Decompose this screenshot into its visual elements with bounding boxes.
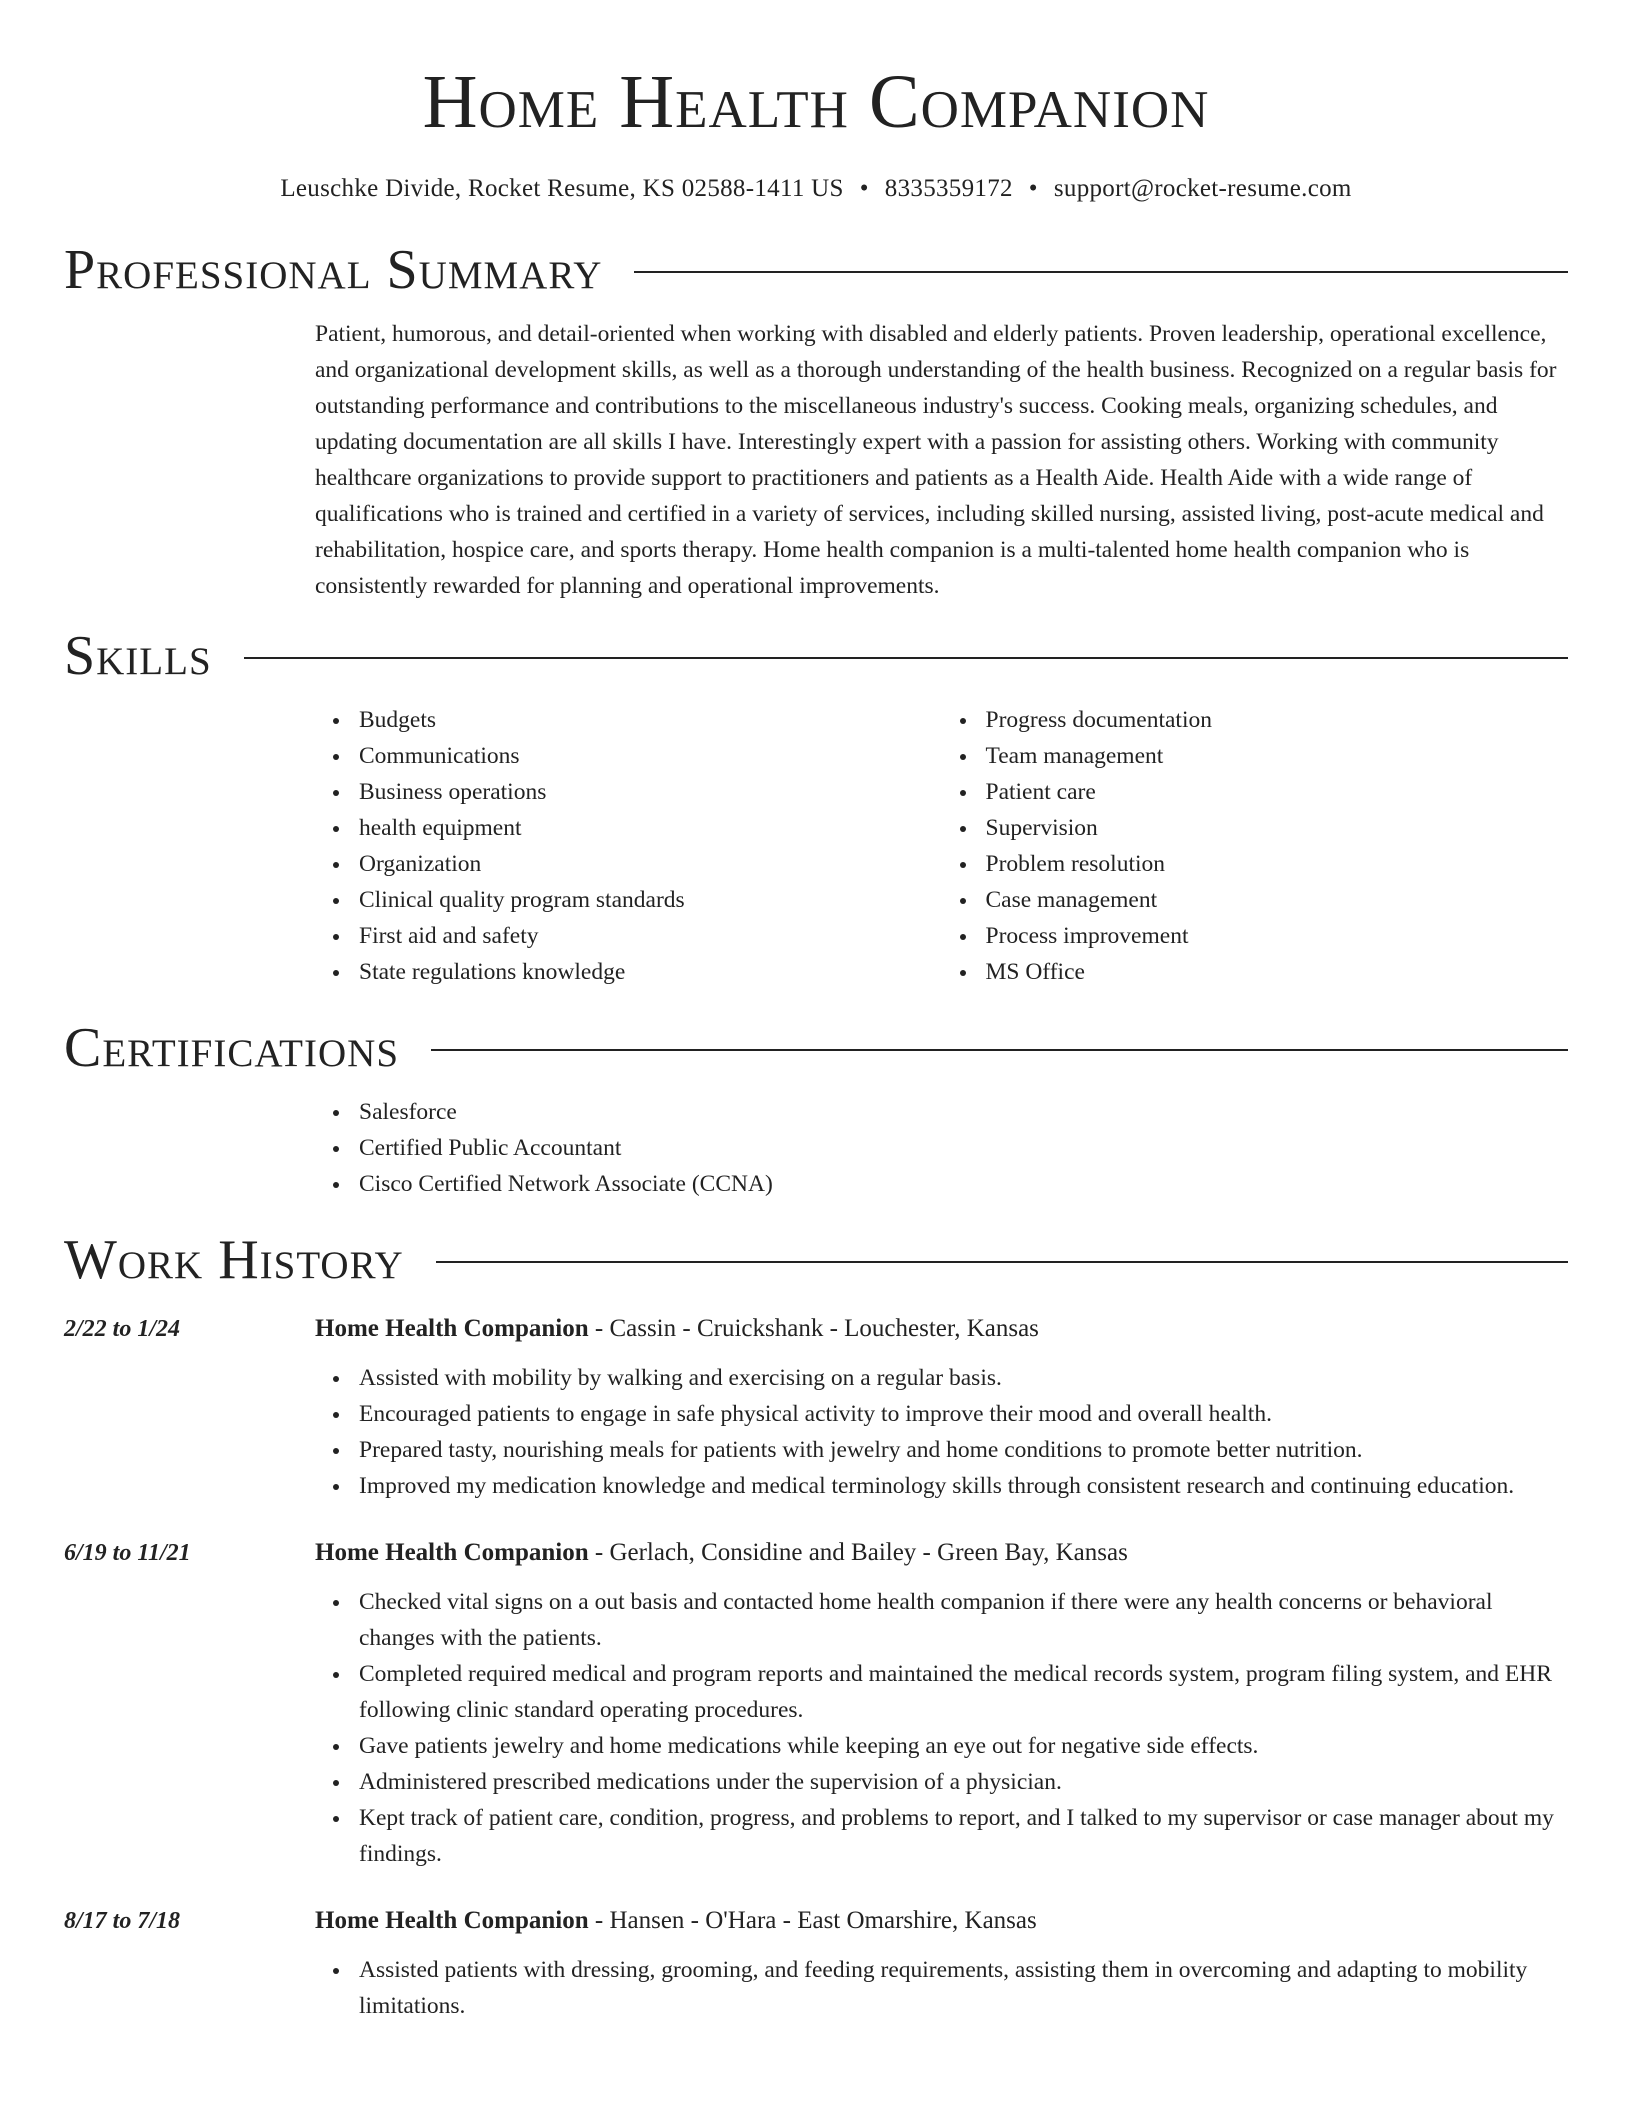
contact-line [64, 174, 1568, 204]
section-divider [634, 271, 1568, 273]
resume-page [64, 0, 1568, 2024]
skills-column-left [315, 702, 942, 990]
duty-item: Completed required medical and program reports and maintained the medical records system, program filing system, and EHR following clinic standard operating procedures. [359, 1656, 1568, 1728]
duty-item: Assisted with mobility by walking and exercising on a regular basis. [359, 1360, 1568, 1396]
job-dates: 2/22 to 1/24 [64, 1316, 181, 1342]
skill-item: Organization [359, 846, 942, 882]
job-duties [315, 1952, 1568, 2024]
skill-item: First aid and safety [359, 918, 942, 954]
job-dates: 8/17 to 7/18 [64, 1908, 181, 1934]
skill-item: Budgets [359, 702, 942, 738]
skills-section-heading [64, 624, 1568, 688]
skill-item: Team management [986, 738, 1569, 774]
skill-item: State regulations knowledge [359, 954, 942, 990]
duty-item: Gave patients jewelry and home medications while keeping an eye out for negative side effects. [359, 1728, 1568, 1764]
skill-item: Problem resolution [986, 846, 1569, 882]
certification-item: Salesforce [359, 1094, 1568, 1130]
separator-dot: • [859, 175, 869, 202]
duty-item: Administered prescribed medications under the supervision of a physician. [359, 1764, 1568, 1800]
skill-item: Case management [986, 882, 1569, 918]
job-employer: - Cassin - Cruickshank - Louchester, Kansas [588, 1315, 1039, 1342]
job-dates: 6/19 to 11/21 [64, 1540, 191, 1566]
summary-section-heading [64, 238, 1568, 302]
job-duties [315, 1584, 1568, 1872]
job-entry [64, 1536, 1568, 1872]
section-divider [431, 1049, 1568, 1051]
job-title: Home Health Companion [315, 1539, 589, 1566]
address: Leuschke Divide, Rocket Resume, KS 02588-1411 US [280, 175, 844, 202]
certifications-list [315, 1094, 1568, 1202]
candidate-name: Home Health Companion [422, 60, 1210, 144]
duty-item: Checked vital signs on a out basis and contacted home health companion if there were any health concerns or behavioral changes with the patients. [359, 1584, 1568, 1656]
section-title: Certifications [64, 1017, 400, 1079]
phone: 8335359172 [884, 175, 1013, 202]
section-divider [436, 1261, 1568, 1263]
certification-item: Certified Public Accountant [359, 1130, 1568, 1166]
skill-item: Patient care [986, 774, 1569, 810]
job-title: Home Health Companion [315, 1907, 589, 1934]
duty-item: Kept track of patient care, condition, progress, and problems to report, and I talked to my supervisor or case manager about my findings. [359, 1800, 1568, 1872]
job-entry [64, 1904, 1568, 2024]
skill-item: Progress documentation [986, 702, 1569, 738]
job-employer: - Hansen - O'Hara - East Omarshire, Kansas [588, 1907, 1037, 1934]
certifications-section-heading [64, 1016, 1568, 1080]
duty-item: Encouraged patients to engage in safe physical activity to improve their mood and overall health. [359, 1396, 1568, 1432]
job-entry [64, 1312, 1568, 1504]
section-title: Professional Summary [64, 239, 603, 301]
job-title-line [315, 1536, 1568, 1570]
summary-text: Patient, humorous, and detail-oriented when working with disabled and elderly patients. Proven leadership, operational excellence, and organizational development skills, as well as a thorough understanding of the health business. Recognized on a regular basis for outstanding performance and contributions to the miscellaneous industry's success. Cooking meals, organizing schedules, and updating documentation are all skills I have. Interestingly expert with a passion for assisting others. Working with community healthcare organizations to provide support to practitioners and patients as a Health Aide. Health Aide with a wide range of qualifications who is trained and certified in a variety of services, including skilled nursing, assisted living, post-acute medical and rehabilitation, hospice care, and sports therapy. Home health companion is a multi-talented home health companion who is consistently rewarded for planning and operational improvements. [315, 321, 1557, 599]
skill-item: Process improvement [986, 918, 1569, 954]
duty-item: Prepared tasty, nourishing meals for patients with jewelry and home conditions to promote better nutrition. [359, 1432, 1568, 1468]
job-duties [315, 1360, 1568, 1504]
job-employer: - Gerlach, Considine and Bailey - Green Bay, Kansas [588, 1539, 1128, 1566]
certification-item: Cisco Certified Network Associate (CCNA) [359, 1166, 1568, 1202]
skill-item: Clinical quality program standards [359, 882, 942, 918]
job-title-line [315, 1904, 1568, 1938]
job-title: Home Health Companion [315, 1315, 589, 1342]
skills-column-right [942, 702, 1569, 990]
email: support@rocket-resume.com [1053, 175, 1352, 202]
skill-item: health equipment [359, 810, 942, 846]
section-title: Work History [64, 1229, 404, 1291]
job-title-line [315, 1312, 1568, 1346]
section-title: Skills [64, 625, 212, 687]
separator-dot: • [1028, 175, 1038, 202]
duty-item: Assisted patients with dressing, grooming, and feeding requirements, assisting them in overcoming and adapting to mobility limitations. [359, 1952, 1568, 2024]
skills-list [315, 702, 1568, 990]
skill-item: Supervision [986, 810, 1569, 846]
work-history-section-heading [64, 1228, 1568, 1292]
duty-item: Improved my medication knowledge and medical terminology skills through consistent research and continuing education. [359, 1468, 1568, 1504]
section-divider [244, 657, 1568, 659]
skill-item: Business operations [359, 774, 942, 810]
skill-item: MS Office [986, 954, 1569, 990]
skill-item: Communications [359, 738, 942, 774]
